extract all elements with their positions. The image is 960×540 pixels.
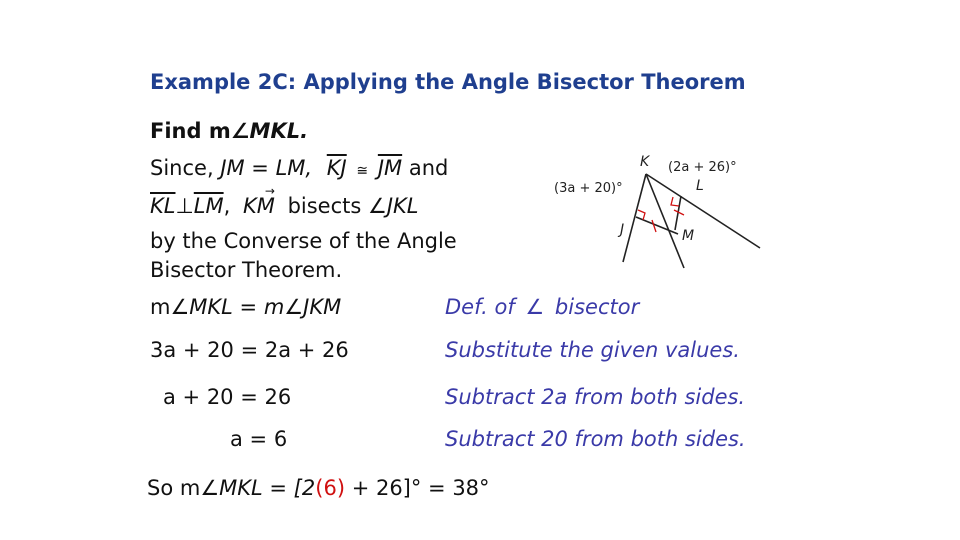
since-line	[150, 156, 448, 180]
segment-jm: $\overline{JM}$	[377, 156, 403, 180]
step-1-m: m	[150, 295, 171, 319]
page-title: Example 2C: Applying the Angle Bisector Theorem	[150, 70, 746, 94]
ray-kj	[623, 174, 646, 262]
since-word: Since,	[150, 156, 214, 180]
perp-line	[150, 184, 419, 218]
conclusion-close-paren: )	[336, 476, 346, 500]
congruent-icon: ≅	[356, 163, 369, 179]
angle-symbol: ∠	[200, 476, 220, 500]
step-3-statement: a + 20 = 26	[163, 385, 292, 409]
step-2-reason: Substitute the given values.	[445, 338, 740, 362]
find-line	[150, 119, 308, 143]
comma: ,	[223, 194, 231, 218]
segment-kl: $\overline{KL}$	[150, 194, 176, 218]
angle-symbol: ∠	[525, 295, 545, 319]
converse-line-2: Bisector Theorem.	[150, 258, 343, 282]
angle-left-label: (3a + 20)°	[554, 181, 623, 196]
tick-mark-jm	[652, 220, 656, 232]
point-k-label: K	[640, 154, 650, 170]
conclusion-suffix: + 26]° = 38°	[345, 476, 490, 500]
and-word: and	[408, 156, 449, 180]
segment-jm-line	[636, 217, 678, 234]
conclusion-open-paren: (	[315, 476, 324, 500]
angle-bisector-diagram	[548, 150, 783, 272]
right-angle-mark-l	[671, 197, 679, 206]
find-prefix: Find m	[150, 119, 231, 143]
angle-top-label: (2a + 26)°	[668, 160, 737, 175]
point-m-label: M	[682, 228, 695, 244]
step-4-statement: a = 6	[230, 427, 288, 451]
step-1-reason	[445, 295, 639, 319]
point-l-label: L	[696, 178, 704, 194]
step-2-statement: 3a + 20 = 2a + 26	[150, 338, 349, 362]
angle-symbol: ∠	[170, 295, 190, 319]
step-3-reason: Subtract 2a from both sides.	[445, 385, 746, 409]
conclusion-prefix: So m	[147, 476, 201, 500]
segment-kj: $\overline{KJ}$	[326, 156, 347, 180]
find-angle: MKL.	[249, 119, 309, 143]
perpendicular-icon: ⊥	[175, 194, 194, 218]
step-1-statement	[150, 295, 341, 319]
step-1-a: MKL = m	[189, 295, 285, 319]
ray-km-label: KM	[242, 194, 275, 218]
ray-arrow-icon: →	[264, 184, 275, 198]
step-1-reason-pre: Def. of	[445, 295, 515, 319]
conclusion-value: 6	[323, 476, 337, 500]
since-equation: JM = LM,	[220, 156, 313, 180]
ray-km	[242, 184, 275, 218]
step-4-reason: Subtract 20 from both sides.	[445, 427, 746, 451]
bisects-word: bisects	[287, 194, 362, 218]
conclusion	[147, 476, 490, 500]
converse-line-1: by the Converse of the Angle	[150, 229, 457, 253]
angle-symbol: ∠	[284, 295, 304, 319]
angle-symbol: ∠	[230, 119, 250, 143]
point-j-label: J	[620, 222, 625, 238]
step-1-b: JKM	[303, 295, 342, 319]
bisects-angle: JKL	[386, 194, 419, 218]
segment-lm: $\overline{LM}$	[193, 194, 224, 218]
angle-symbol: ∠	[368, 194, 387, 218]
step-1-reason-post: bisector	[554, 295, 640, 319]
conclusion-angle: MKL = [2	[219, 476, 316, 500]
